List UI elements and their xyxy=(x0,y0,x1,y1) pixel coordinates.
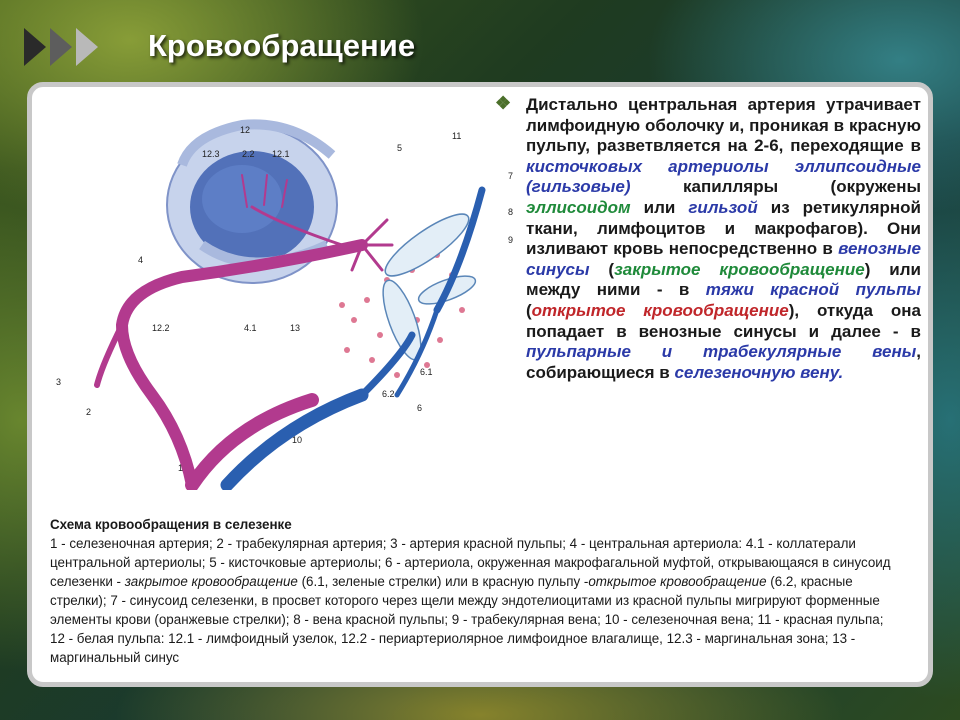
label-4: 4 xyxy=(138,255,144,265)
label-5: 5 xyxy=(397,143,403,153)
text-segment: Дистально центральная артерия утрачивает лимфоидную оболочку и, проникая в красную пульпу, разветвляется на 2-6 xyxy=(526,95,921,156)
caption-text: (6.1, зеленые стрелки) или в красную пульпу - xyxy=(297,574,589,589)
text-segment: ( xyxy=(526,300,532,320)
caption-text-italic: открытое кровообращение xyxy=(588,574,767,589)
label-12: 12 xyxy=(240,125,251,135)
label-6-2: 6.2 xyxy=(382,389,395,399)
label-2-2: 2.2 xyxy=(242,149,255,159)
text-segment-arterioles: артериолы xyxy=(668,156,769,176)
text-segment-red-pulp-cords: тяжи красной пульпы xyxy=(705,280,921,300)
label-6: 6 xyxy=(417,403,423,413)
label-12-3: 12.3 xyxy=(202,149,220,159)
text-segment-tassel: кисточковых xyxy=(526,156,643,176)
label-10: 10 xyxy=(292,435,303,445)
slide-title: Кровообращение xyxy=(148,28,416,63)
spleen-circulation-diagram xyxy=(42,95,520,490)
content-panel xyxy=(27,82,933,687)
caption-text: (6.2, красные стрелки); 7 - синусоид селезенки, в просвет которого через щели между эндотелиоцитами из красной пульпы мигрируют форменные элементы крови (оранжевые стрелки); 8 - вена красной пульпы; 9 - трабекулярная вена; 10 - селезеночная вена; 11 - красная пульпа; 12 - белая пульпа: 12.1 - лимфоидный узелок, 12.2 - периартериолярное лимфоидное влагалище, 12.3 - маргинальная зона; 13 - маргинальный синус xyxy=(50,574,884,665)
text-segment-sleeve: гильзой xyxy=(688,197,758,217)
nav-arrows-decoration xyxy=(24,28,102,66)
diamond-bullet-icon: ❖ xyxy=(495,93,512,113)
label-11: 11 xyxy=(452,131,462,141)
label-4-1: 4.1 xyxy=(244,323,257,333)
label-1: 1 xyxy=(178,463,184,473)
label-13: 13 xyxy=(290,323,301,333)
text-segment-closed-circulation: закрытое кровообращение xyxy=(614,259,865,279)
text-segment xyxy=(642,157,668,176)
label-12-2: 12.2 xyxy=(152,323,170,333)
label-6-1: 6.1 xyxy=(420,367,433,377)
figure-caption xyxy=(50,515,900,667)
text-segment-splenic-vein: селезеночную вену. xyxy=(674,362,844,382)
arrow-icon xyxy=(50,28,72,66)
text-segment-venous-sinuses: венозные синусы xyxy=(526,239,921,279)
text-segment-open-circulation: открытое кровообращение xyxy=(531,300,789,320)
text-segment: ( xyxy=(589,259,615,279)
text-segment: капилляры (окружены xyxy=(630,177,921,197)
text-segment: ) или между ними - в xyxy=(526,259,921,300)
text-segment-ellipsoid-sheath: эллисоидом xyxy=(526,197,631,217)
label-2: 2 xyxy=(86,407,92,417)
arrow-icon xyxy=(76,28,98,66)
text-segment: или xyxy=(630,197,689,217)
label-12-1: 12.1 xyxy=(272,149,290,159)
description-paragraph xyxy=(526,95,921,383)
text-segment xyxy=(769,157,795,176)
text-segment: , переходящие в xyxy=(778,136,921,156)
text-segment-sheathed: (гильзовые) xyxy=(526,177,631,197)
text-segment: ), откуда она попадает в венозные синусы и далее - в xyxy=(526,300,921,341)
text-segment-ellipsoid: эллипсоидные xyxy=(794,156,921,176)
text-segment: , собирающиеся в xyxy=(526,342,921,382)
label-8: 8 xyxy=(508,207,514,217)
label-3: 3 xyxy=(56,377,62,387)
caption-heading: Схема кровообращения в селезенке xyxy=(50,517,292,532)
text-segment: из ретикулярной ткани, лимфоцитов и макрофагов). Они изливают кровь непосредственно в xyxy=(526,197,921,259)
caption-text-italic: закрытое кровообращение xyxy=(124,574,298,589)
caption-text: 1 - селезеночная артерия; 2 - трабекулярная артерия; 3 - артерия красной пульпы; 4 - центральная артериола: 4.1 - коллатерали центральной артериолы; 5 - кисточковые артериолы; 6 - артериола, окруженная макрофагальной муфтой, открывающаяся в синусоид селезенки - xyxy=(50,536,891,589)
text-segment-veins: пульпарные и трабекулярные вены xyxy=(526,342,917,362)
label-7: 7 xyxy=(508,171,514,181)
label-9: 9 xyxy=(508,235,514,245)
arrow-icon xyxy=(24,28,46,66)
